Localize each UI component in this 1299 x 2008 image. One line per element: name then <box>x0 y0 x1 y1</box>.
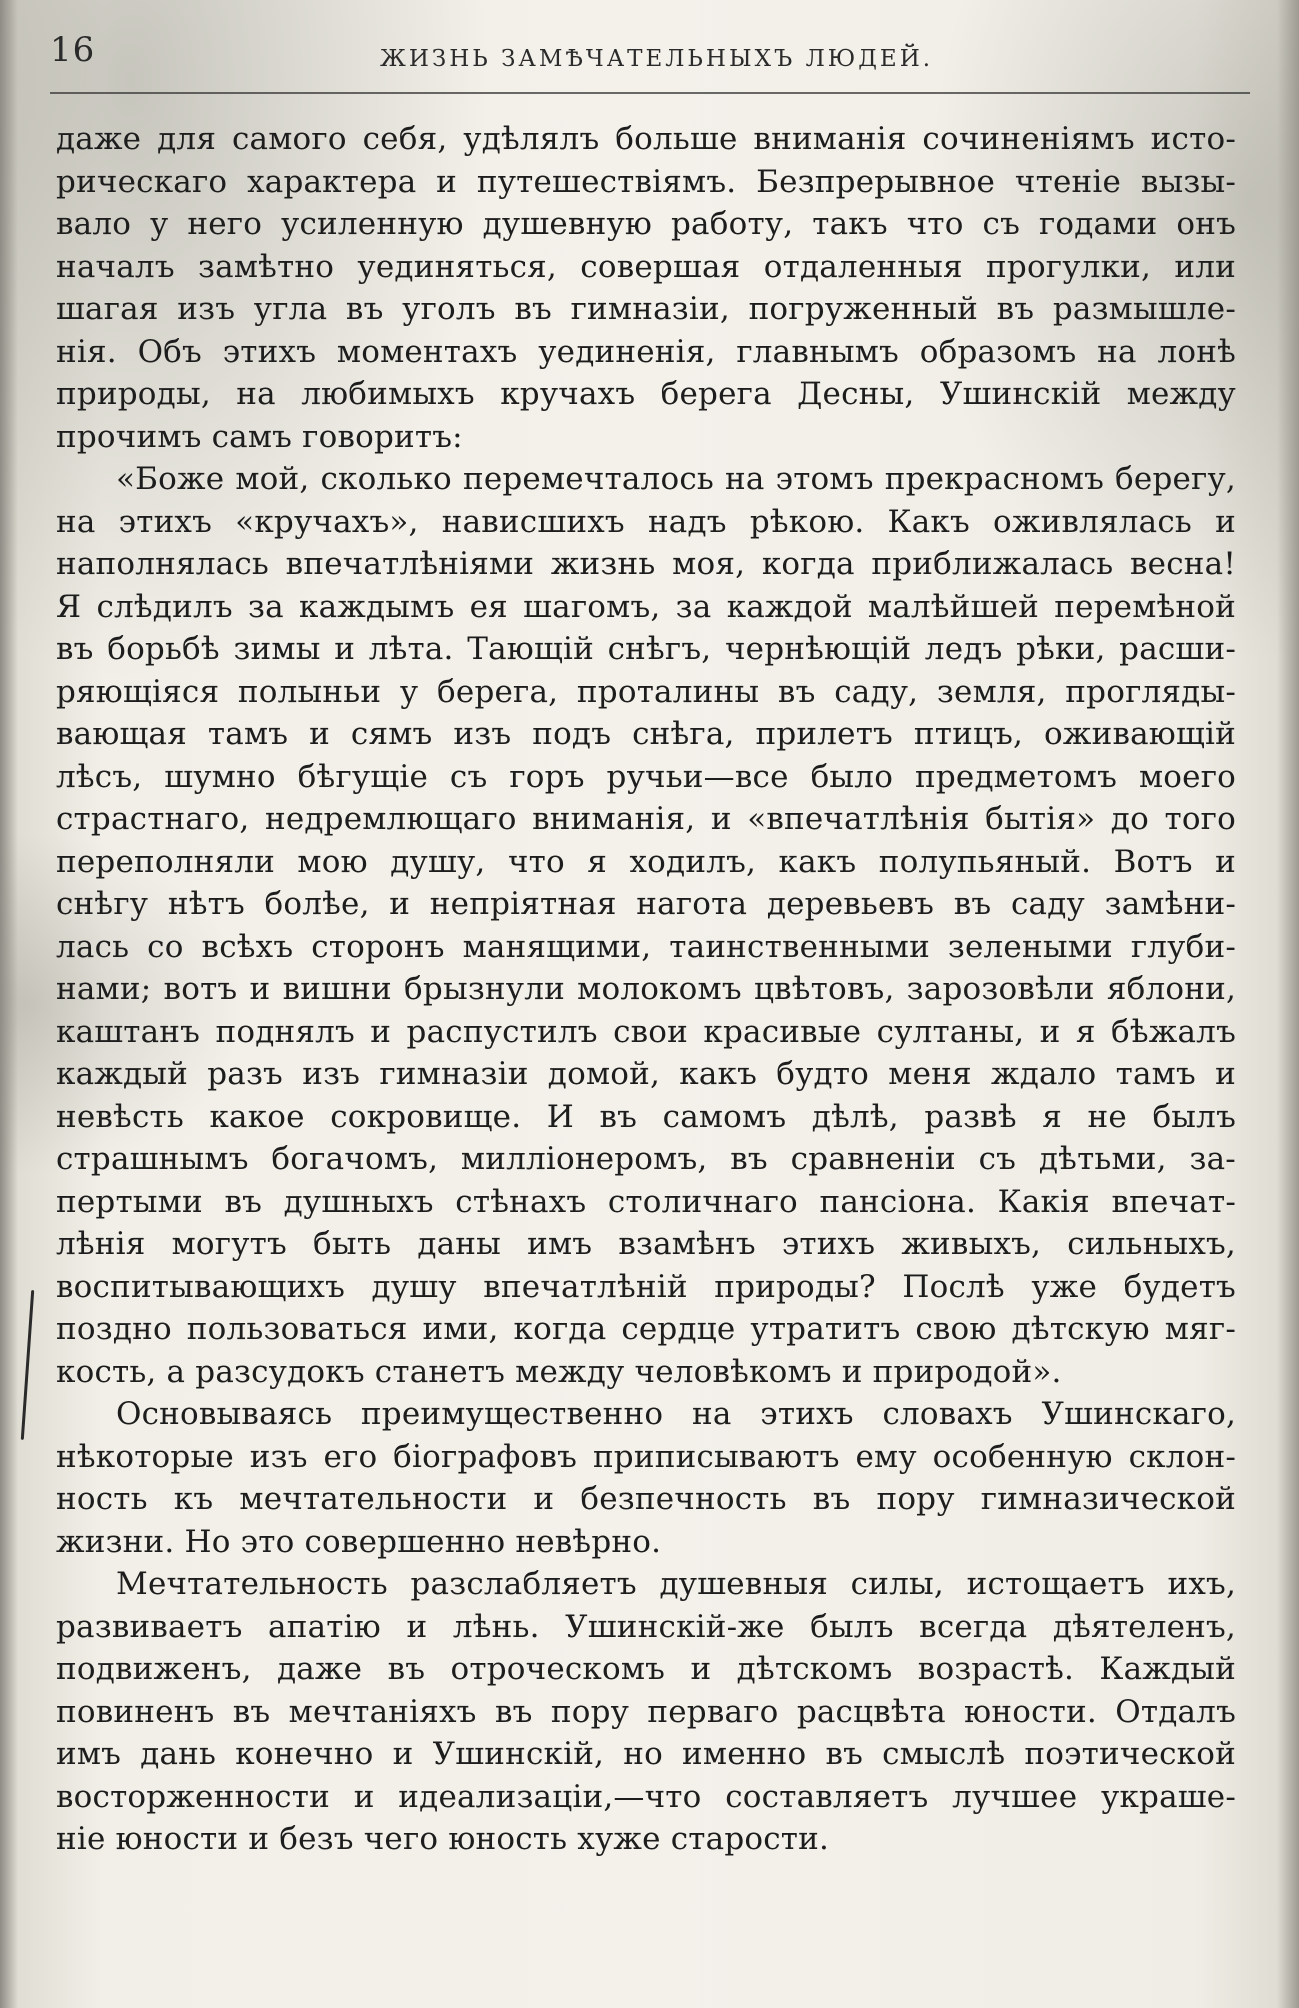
text-line: переполняли мою душу, что я ходилъ, какъ полупьяный. Вотъ и <box>56 843 1236 880</box>
text-line: страшнымъ богачомъ, милліонеромъ, въ сравненіи съ дѣтьми, за- <box>56 1141 1236 1177</box>
text-line: лась со всѣхъ сторонъ манящими, таинственными зелеными глуби- <box>56 928 1236 965</box>
header-rule <box>50 92 1250 94</box>
text-line: нія. Объ этихъ моментахъ уединенія, главнымъ образомъ на лонѣ <box>56 333 1236 370</box>
text-line: вающая тамъ и сямъ изъ подъ снѣга, прилетъ птицъ, оживающій <box>56 716 1236 752</box>
text-line: началъ замѣтно уединяться, совершая отдаленныя прогулки, или <box>56 248 1236 285</box>
text-line: нѣкоторые изъ его біографовъ приписываютъ ему особенную склон- <box>56 1438 1236 1475</box>
text-line: каштанъ поднялъ и распустилъ свои красивые султаны, и я бѣжалъ <box>56 1013 1236 1050</box>
page-edge-shadow-right <box>1277 0 1299 2008</box>
text-line: пертыми въ душныхъ стѣнахъ столичнаго пансіона. Какія впечат- <box>56 1183 1236 1220</box>
text-line: прочимъ самъ говоритъ: <box>56 418 463 455</box>
text-line: жизни. Но это совершенно невѣрно. <box>56 1523 662 1560</box>
text-line: вало у него усиленную душевную работу, такъ что съ годами онъ <box>56 206 1236 242</box>
text-line: имъ дань конечно и Ушинскій, но именно въ смыслѣ поэтической <box>56 1736 1236 1772</box>
text-line: снѣгу нѣтъ болѣе, и непріятная нагота деревьевъ въ саду замѣни- <box>56 886 1236 922</box>
text-line: ность къ мечтательности и безпечность въ пору гимназической <box>56 1481 1236 1517</box>
text-line: Мечтательность разслабляетъ душевныя силы, истощаетъ ихъ, <box>116 1566 1236 1602</box>
text-line: подвиженъ, даже въ отроческомъ и дѣтскомъ возрастѣ. Каждый <box>56 1651 1236 1687</box>
text-line: въ борьбѣ зимы и лѣта. Тающій снѣгъ, чернѣющій ледъ рѣки, расши- <box>56 631 1236 667</box>
page-number: 16 <box>50 30 96 70</box>
text-line: Я слѣдилъ за каждымъ ея шагомъ, за каждой малѣйшей перемѣной <box>56 588 1236 625</box>
text-line: даже для самого себя, удѣлялъ больше вниманія сочиненіямъ исто- <box>56 121 1236 157</box>
text-line: повиненъ въ мечтаніяхъ въ пору перваго расцвѣта юности. Отдалъ <box>56 1693 1236 1730</box>
text-line: развиваетъ апатію и лѣнь. Ушинскій-же былъ всегда дѣятеленъ, <box>56 1608 1236 1645</box>
paragraph <box>56 1393 1236 1563</box>
text-line: природы, на любимыхъ кручахъ берега Десны, Ушинскій между <box>56 376 1236 412</box>
page-edge-shadow-left <box>0 0 18 2008</box>
text-line: ніе юности и безъ чего юность хуже старости. <box>56 1821 830 1857</box>
text-line: на этихъ «кручахъ», нависшихъ надъ рѣкою. Какъ оживлялась и <box>56 503 1236 540</box>
text-line: Основываясь преимущественно на этихъ словахъ Ушинскаго, <box>116 1396 1236 1432</box>
text-line: невѣсть какое сокровище. И въ самомъ дѣлѣ, развѣ я не былъ <box>56 1098 1236 1135</box>
text-line: «Боже мой, сколько перемечталось на этомъ прекрасномъ берегу, <box>116 461 1236 497</box>
paragraph <box>56 1563 1236 1861</box>
page-header <box>50 22 1250 92</box>
text-line: лѣсъ, шумно бѣгущіе съ горъ ручьи—все было предметомъ моего <box>56 758 1236 795</box>
text-line: рическаго характера и путешествіямъ. Безпрерывное чтеніе вызы- <box>56 163 1236 200</box>
text-line: каждый разъ изъ гимназіи домой, какъ будто меня ждало тамъ и <box>56 1056 1236 1092</box>
text-line: восторженности и идеализаціи,—что составляетъ лучшее украше- <box>56 1778 1236 1815</box>
text-line: лѣнія могутъ быть даны имъ взамѣнъ этихъ живыхъ, сильныхъ, <box>56 1226 1236 1262</box>
text-line: воспитывающихъ душу впечатлѣній природы? Послѣ уже будетъ <box>56 1268 1236 1305</box>
text-line: кость, а разсудокъ станетъ между человѣкомъ и природой». <box>56 1353 1062 1390</box>
text-line: нами; вотъ и вишни брызнули молокомъ цвѣтовъ, зарозовѣли яблони, <box>56 971 1236 1007</box>
running-title: ЖИЗНЬ ЗАМѢЧАТЕЛЬНЫХЪ ЛЮДЕЙ. <box>380 46 934 72</box>
text-line: шагая изъ угла въ уголъ въ гимназіи, погруженный въ размышле- <box>56 291 1236 327</box>
text-line: ряющіяся полыньи у берега, проталины въ саду, земля, прогляды- <box>56 673 1236 710</box>
body-text <box>56 118 1236 1861</box>
paragraph <box>56 118 1236 458</box>
text-line: наполнялась впечатлѣніями жизнь моя, когда приближалась весна! <box>56 546 1236 582</box>
pencil-margin-mark <box>21 1290 34 1440</box>
text-line: поздно пользоваться ими, когда сердце утратитъ свою дѣтскую мяг- <box>56 1311 1236 1347</box>
text-line: страстнаго, недремлющаго вниманія, и «впечатлѣнія бытія» до того <box>56 801 1236 837</box>
paragraph <box>56 458 1236 1393</box>
